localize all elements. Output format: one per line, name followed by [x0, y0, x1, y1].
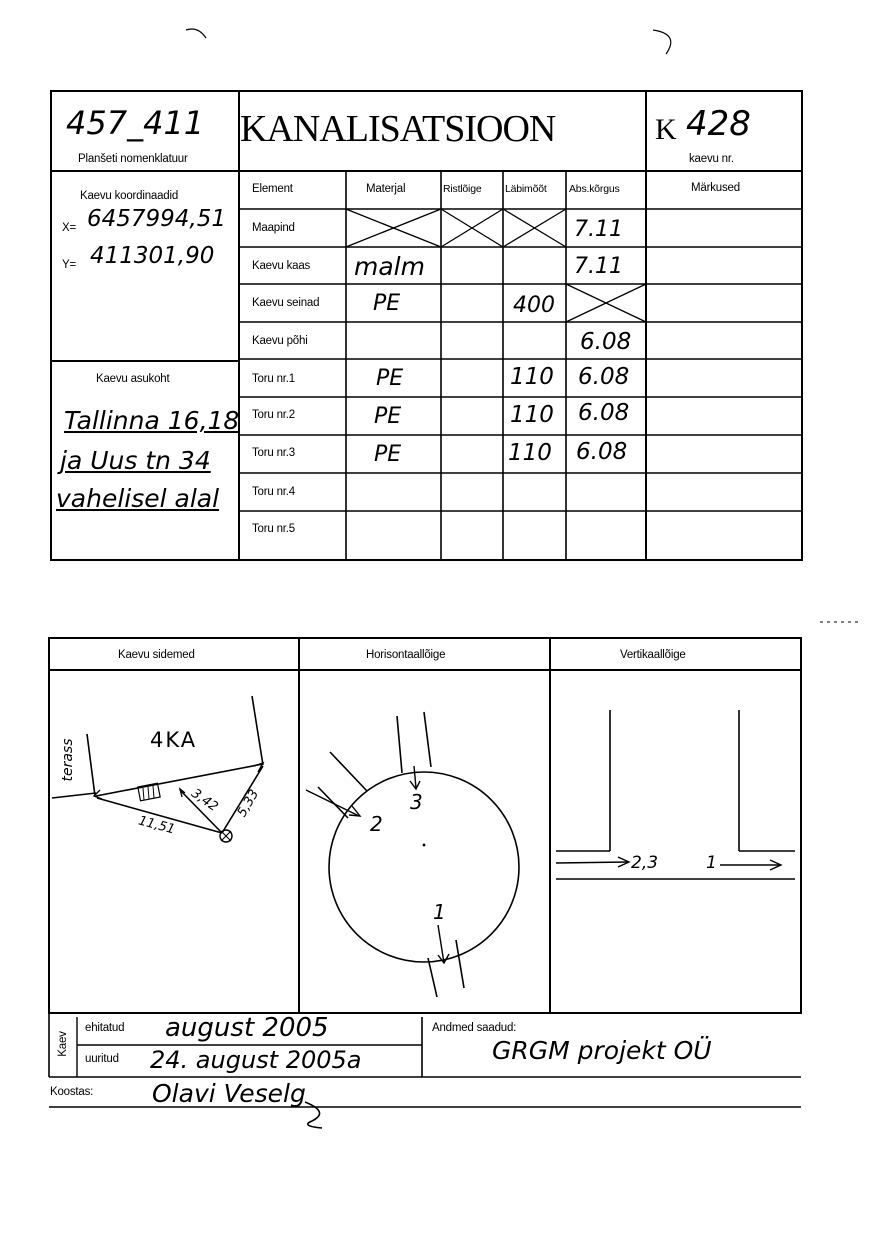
- material-cell: PE: [374, 442, 402, 467]
- plan-number-label: Planšeti nomenklatuur: [78, 153, 188, 165]
- abs-height-cell: 7.11: [574, 217, 623, 242]
- diameter-cell: 110: [510, 364, 554, 390]
- pipe-2-label: 2: [370, 812, 383, 836]
- sketch-header-vertical: Vertikaallõige: [620, 649, 686, 661]
- distance-label-3: 11,51: [136, 813, 177, 838]
- abs-height-cell: 6.08: [580, 329, 632, 355]
- material-cell: malm: [354, 252, 425, 281]
- form-title: KANALISATSIOON: [240, 108, 556, 150]
- sketch-header-horizontal: Horisontaallõige: [366, 649, 446, 661]
- col-header-notes: Märkused: [691, 182, 740, 194]
- abs-height-cell: 6.08: [578, 364, 630, 390]
- well-number: 428: [686, 104, 751, 144]
- pipe-3-label: 3: [410, 790, 423, 814]
- table-row-label: Maapind: [252, 222, 295, 234]
- well-side-label: Kaev: [57, 1031, 69, 1057]
- diameter-cell: 400: [513, 293, 555, 318]
- table-row-label: Toru nr.3: [252, 447, 295, 459]
- abs-height-cell: 6.08: [578, 400, 630, 426]
- distance-label-2: 5,33: [234, 787, 263, 820]
- plan-number: 457_411: [66, 104, 205, 142]
- table-row-label: Toru nr.1: [252, 373, 295, 385]
- material-cell: PE: [374, 404, 402, 429]
- abs-height-cell: 6.08: [576, 439, 628, 465]
- diameter-cell: 110: [510, 402, 554, 428]
- col-header-element: Element: [252, 183, 293, 195]
- well-prefix: K: [655, 113, 677, 146]
- col-header-abs: Abs.kõrgus: [569, 183, 620, 195]
- built-label: ehitatud: [85, 1022, 125, 1034]
- table-row-label: Toru nr.5: [252, 523, 295, 535]
- location-line-1: Tallinna 16,18: [64, 406, 240, 435]
- table-row-label: Kaevu põhi: [252, 335, 308, 347]
- built-date: august 2005: [165, 1013, 329, 1043]
- y-coordinate: 411301,90: [90, 243, 215, 269]
- well-number-label: kaevu nr.: [689, 153, 734, 165]
- author-name: Olavi Veselg: [152, 1079, 306, 1108]
- data-source-label: Andmed saadud:: [432, 1022, 517, 1034]
- sketch-header-ties: Kaevu sidemed: [118, 649, 195, 661]
- x-coordinate: 6457994,51: [87, 206, 227, 232]
- material-cell: PE: [376, 366, 404, 391]
- table-row-label: Kaevu seinad: [252, 297, 320, 309]
- location-heading: Kaevu asukoht: [96, 373, 170, 385]
- y-label: Y=: [62, 259, 76, 271]
- col-header-ristloige: Ristlõige: [443, 183, 482, 195]
- col-header-diameter: Läbimõõt: [505, 183, 547, 195]
- location-line-2: ja Uus tn 34: [60, 446, 211, 475]
- vertical-label-right: 1: [706, 853, 717, 873]
- author-label: Koostas:: [50, 1086, 94, 1098]
- location-line-3: vahelisel alal: [56, 484, 220, 513]
- table-row-label: Kaevu kaas: [252, 260, 311, 272]
- col-header-material: Materjal: [366, 183, 406, 195]
- distance-label-1: 3,42: [188, 786, 221, 815]
- vertical-label-left: 2,3: [631, 853, 659, 873]
- table-row-label: Toru nr.2: [252, 409, 295, 421]
- terrace-label: terass: [60, 738, 76, 782]
- surveyed-date: 24. august 2005a: [150, 1046, 362, 1074]
- abs-height-cell: 7.11: [574, 254, 623, 279]
- coordinates-heading: Kaevu koordinaadid: [80, 190, 179, 202]
- surveyed-label: uuritud: [85, 1053, 119, 1065]
- data-source-value: GRGM projekt OÜ: [492, 1036, 712, 1065]
- x-label: X=: [62, 222, 76, 234]
- table-row-label: Toru nr.4: [252, 486, 295, 498]
- material-cell: PE: [373, 291, 401, 316]
- pipe-1-label: 1: [433, 900, 446, 924]
- diameter-cell: 110: [508, 440, 552, 466]
- building-label: 4KA: [150, 728, 198, 752]
